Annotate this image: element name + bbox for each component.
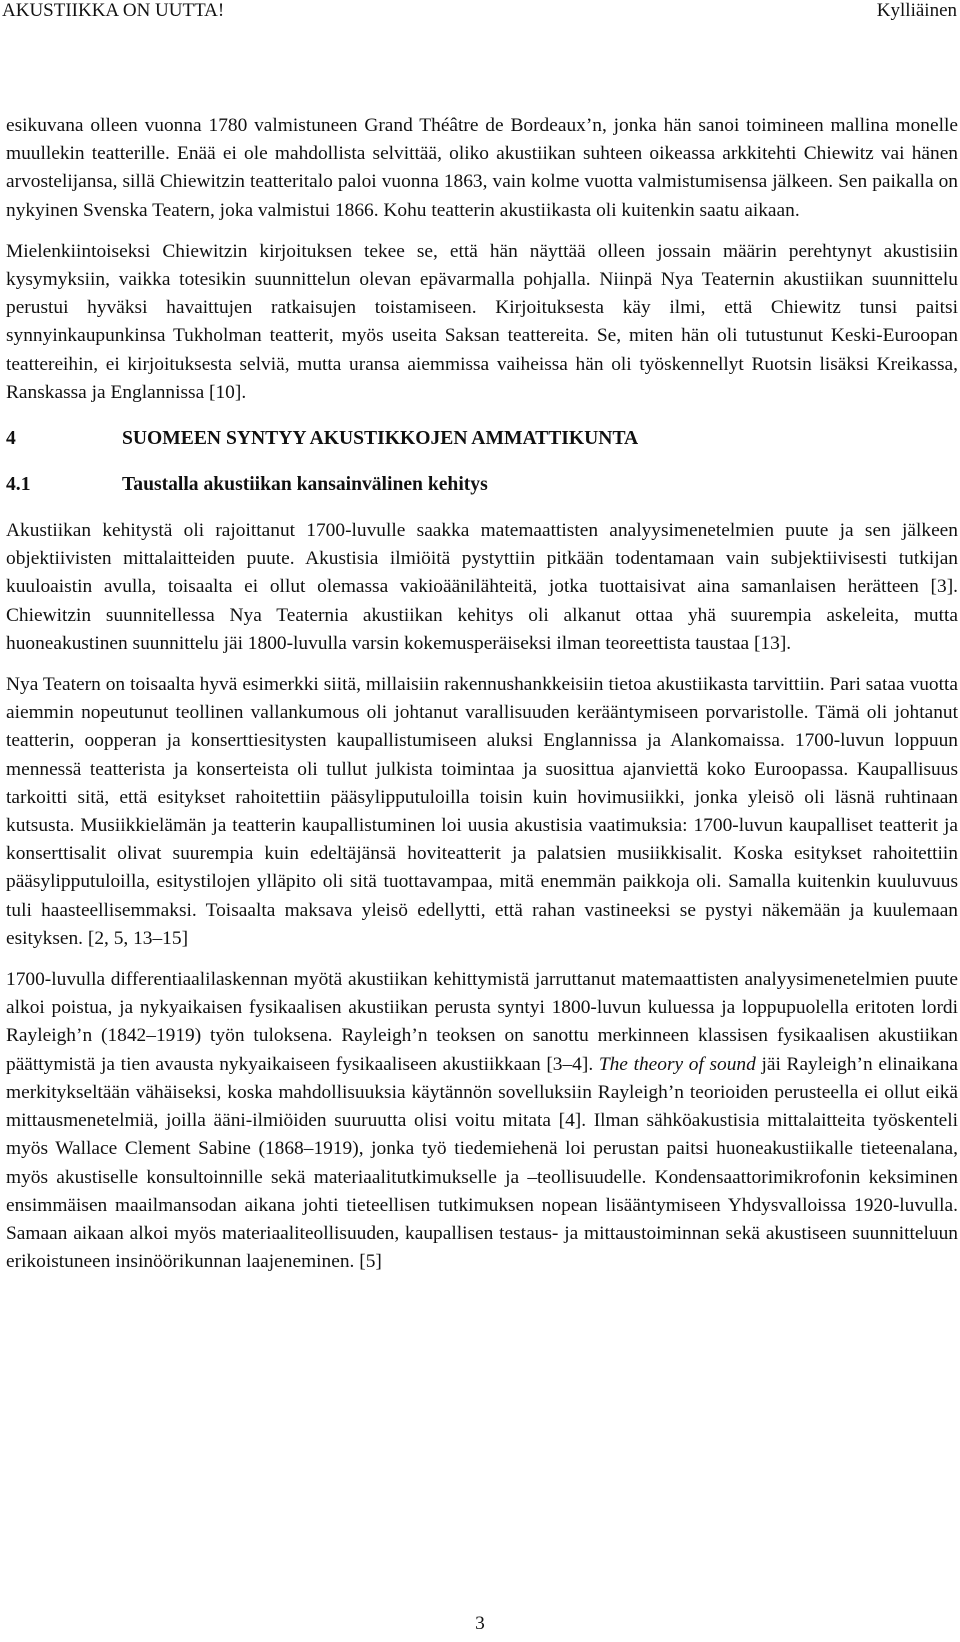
page-number: 3 [475,1613,485,1634]
paragraph-2: Mielenkiintoiseksi Chiewitzin kirjoituksen tekee se, että hän näyttää olleen jossain määrin perehtynyt akustisiin kysymyksiin, vaikka totesikin suunnittelun olevan epävarmalla pohjalla. Niinpä Nya Teaternin akustiikan suunnittelu perustui hyväksi havaittujen ratkaisujen toistamiseen. Kirjoituksesta käy ilmi, että Chiewitz tunsi paitsi synnyinkaupunkinsa Tukholman teatterit, myös useita Saksan teattereita. Se, miten hän oli tutustunut Keski-Euroopan teattereihin, ei kirjoituksesta selviä, mutta uransa aiemmissa vaiheissa hän oli työskennellyt Ruotsin lisäksi Kreikassa, Ranskassa ja Englannissa [10]. [6,240,958,403]
book-title: The theory of sound [598,1053,756,1075]
section-title: SUOMEEN SYNTYY AKUSTIKKOJEN AMMATTIKUNTA [122,428,639,450]
paragraph-4: Nya Teatern on toisaalta hyvä esimerkki siitä, millaisiin rakennushankkeisiin tietoa akustiikasta tarvittiin. Pari sataa vuotta aiemmin nopeutunut teollinen vallankumous oli johtanut varallisuuden kerääntymiseen porvaristolle. Tämä oli johtanut teatterin, oopperan ja konserttiesitysten kaupallistumiseen aluksi Englannissa ja Alankomaissa. 1700-luvun loppuun mennessä teatterista ja konserteista oli tullut julkista toimintaa ja suosittua ajanviettä koko Euroopassa. Kaupallisuus tarkoitti sitä, että esitykset rahoitettiin pääsylipputuloilla toisin kuin hovimusiikki, jonka yleisö oli läsnä ruhtinaan kutsusta. Musiikkielämän ja teatterin kaupallistuminen loi uusia akustisia vaatimuksia: 1700-luvun kaupalliset teatterit ja konserttisalit olivat suurempia kuin edeltäjänsä hoviteatterit ja palatsien musiikkisalit. Koska esitykset rahoitettiin pääsylipputuloilla, esitystilojen ylläpito oli sitä tuottavampaa, mitä enemmän paikkoja oli. Samalla kuitenkin kuuluvuus tuli haasteellisemmaksi. Toisaalta maksava yleisö edellytti, että rahan vastineeksi se pystyi näkemään ja kuulemaan esityksen. [2, 5, 13–15] [6,674,958,949]
header-author: Kylliäinen [876,0,957,21]
subsection-title: Taustalla akustiikan kansainvälinen kehitys [122,474,488,496]
paragraph-5-start: 1700-luvulla differentiaalilaskennan myötä akustiikan kehittymistä jarruttanut matemaattisten analyysimenetelmien puute alkoi poistua, ja nykyaikaisen fysikaalisen akustiikan perusta syntyi 1800-luvun kuluessa ja loppupuolella eritoten lordi Rayleigh’n (1842–1919) työn tuloksena. Rayleigh’n teoksen on sanottu merkinneen klassisen fysikaalisen akustiikan päättymistä ja tien avausta nykyaikaiseen fysikaaliseen akustiikkaan [3–4]. [6,969,958,1075]
paragraph-3: Akustiikan kehitystä oli rajoittanut 1700-luvulle saakka matemaattisten analyysimenetelmien puute ja sen jälkeen objektiivisten mittalaitteiden puute. Akustisia ilmiöitä pystyttiin pitkään todentamaan vain subjektiivisesti tutkijan kuuloaistin avulla, toisaalta ei ollut olemassa vakioäänilähteitä, jotka tuottaisivat aina samanlaisen herätteen [3]. Chiewitzin suunnitellessa Nya Teaternia akustiikan kehitys oli alkanut ottaa yhä suurempia askeleita, mutta huoneakustinen suunnittelu jäi 1800-luvulla varsin kokemusperäiseksi ilman teoreettista taustaa [13]. [6,520,958,654]
subsection-heading [6,471,958,499]
subsection-number: 4.1 [6,474,31,496]
paragraph-5-end: jäi Rayleigh’n elinaikana merkitykseltään vähäiseksi, koska mahdollisuuksia käytännön sovelluksiin Rayleigh’n teorioiden perusteella ei ollut eikä mittausmenetelmiä, joilla ääni-ilmiöiden suuruutta olisi voitu mitata [4]. Ilman sähköakustisia mittalaitteita työskenteli myös Wallace Clement Sabine (1868–1919), jonka työ tiedemiehenä loi perustan paitsi huoneakustiikalle tieteenalana, myös akustiselle konsultoinnille sekä materiaalitutkimukselle ja –teollisuudelle. Kondensaattorimikrofonin keksiminen ensimmäisen maailmansodan aikana johti tieteellisen tutkimuksen nopean lisääntymiseen Yhdysvalloissa 1920-luvulla. Samaan aikaan alkoi myös materiaaliteollisuuden, kaupallisen testaus- ja mittaustoiminnan sekä akustiseen suunnitteluun erikoistuneen insinöörikunnan laajeneminen. [5] [6,1053,958,1273]
section-heading [6,425,958,453]
running-header [0,0,960,26]
paragraph-1: esikuvana olleen vuonna 1780 valmistuneen Grand Théâtre de Bordeaux’n, jonka hän sanoi toimineen mallina monelle muullekin teatterille. Enää ei ole mahdollista selvittää, oliko akustiikan suhteen oikeassa arkkitehti Chiewitz vai hänen arvostelijansa, sillä Chiewitzin teatteritalo paloi vuonna 1863, vain kolme vuotta valmistumisensa jälkeen. Sen paikalla on nykyinen Svenska Teatern, joka valmistui 1866. Kohu teatterin akustiikasta oli kuitenkin saatu aikaan. [6,115,958,221]
page-body [6,112,958,1276]
header-title: AKUSTIIKKA ON UUTTA! [2,0,225,21]
section-number: 4 [6,428,16,450]
paragraph-5 [6,966,958,1276]
